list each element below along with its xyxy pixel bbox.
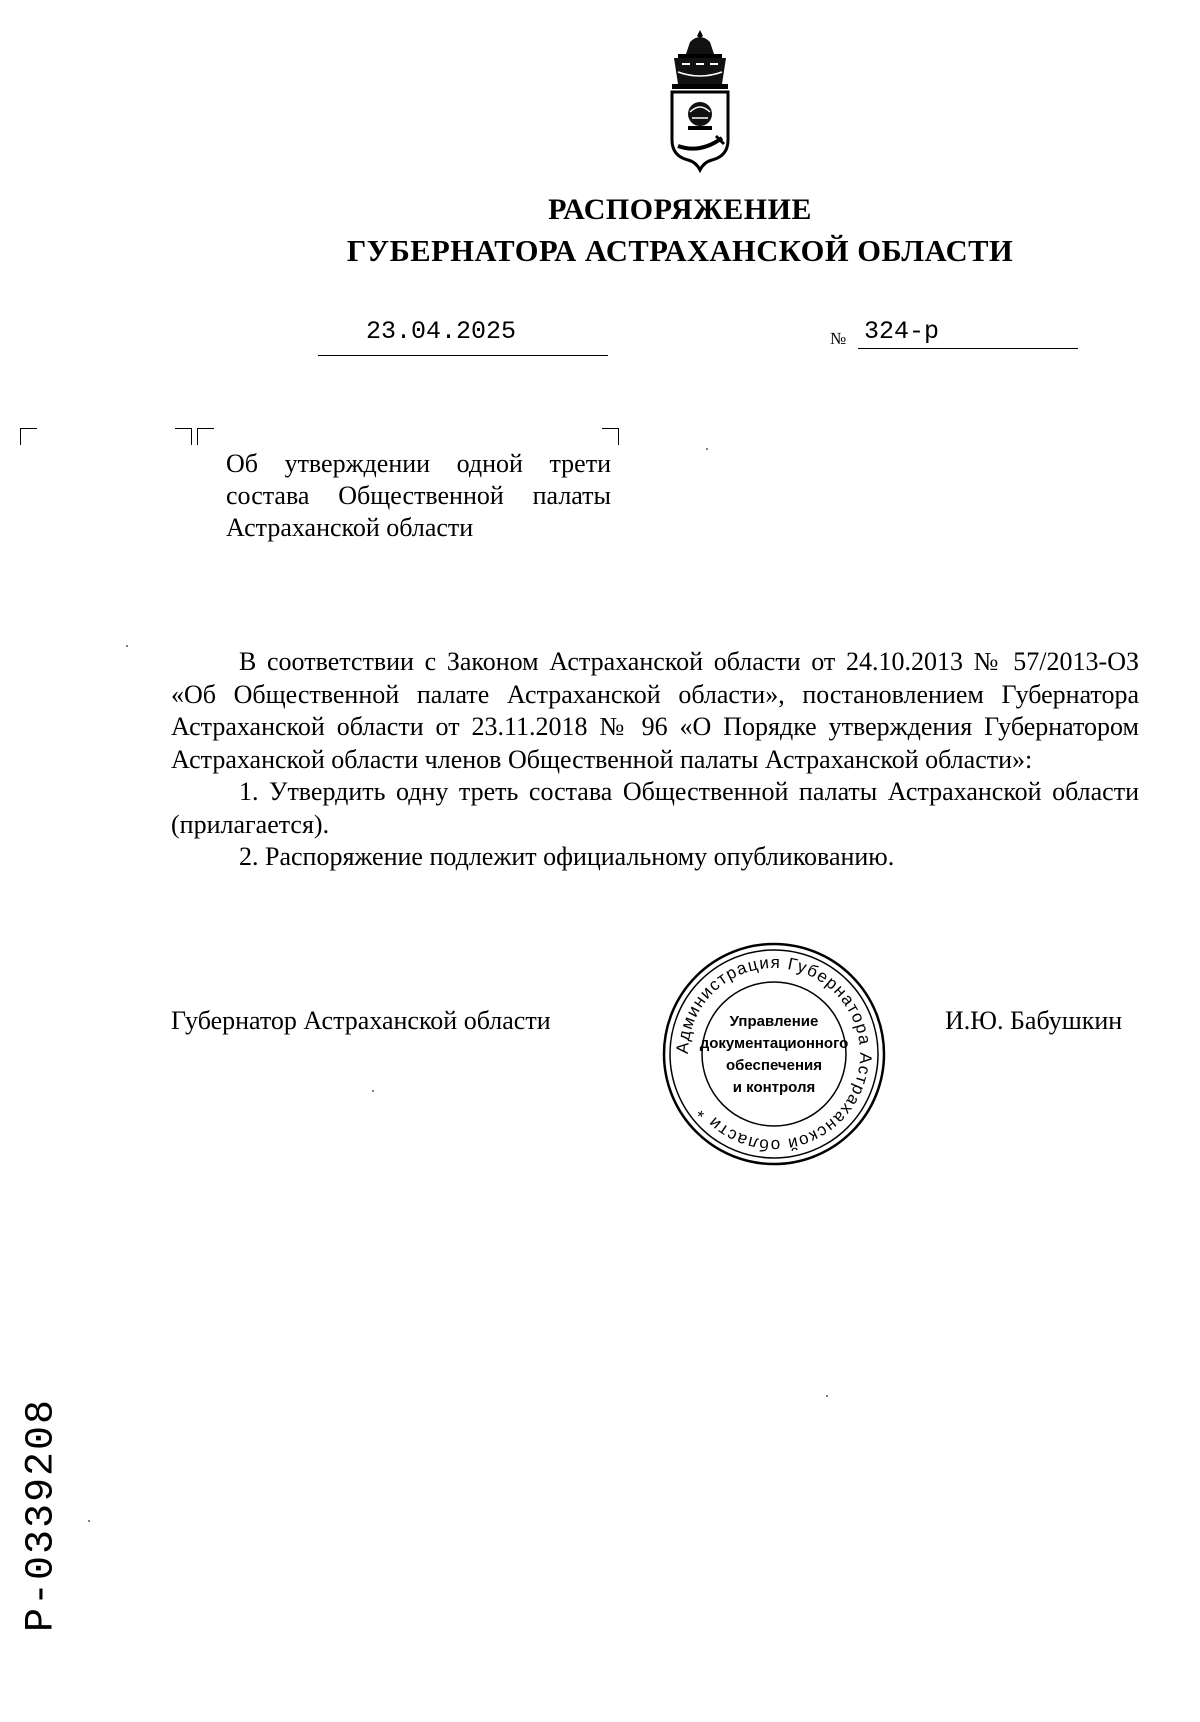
speck xyxy=(372,1090,374,1092)
document-body xyxy=(171,646,1139,874)
serial-number-text: Р-0339208 xyxy=(19,1397,65,1633)
stamp-line-3: обеспечения xyxy=(725,1057,823,1074)
body-preamble: В соответствии с Законом Астраханской области от 24.10.2013 № 57/2013-ОЗ «Об Общественной палате Астраханской области», постановлением Губернатора Астраханской области от 23.11.2018 № 96 «О Порядке утверждения Губернатором Астраханской области членов Общественной палаты Астраханской области»: xyxy=(171,647,1139,774)
issuer-title: ГУБЕРНАТОРА АСТРАХАНСКОЙ ОБЛАСТИ xyxy=(346,234,1014,268)
speck xyxy=(88,1520,90,1522)
body-item-1: 1. Утвердить одну треть состава Общественной палаты Астраханской области (прилагается). xyxy=(171,777,1139,839)
document-date: 23.04.2025 xyxy=(366,317,517,346)
speck xyxy=(706,448,708,450)
speck xyxy=(126,645,128,647)
document-type-title: РАСПОРЯЖЕНИЕ xyxy=(548,193,812,226)
corner-mark-subject-left-b xyxy=(197,428,214,445)
coat-of-arms-icon xyxy=(660,28,740,176)
corner-mark-subject-left-a xyxy=(175,428,192,445)
stamp-line-4: и контроля xyxy=(732,1079,816,1096)
corner-mark-top-left xyxy=(20,428,37,445)
speck xyxy=(826,1395,828,1397)
stamp-line-2: документационного xyxy=(699,1035,849,1052)
signatory-position: Губернатор Астраханской области xyxy=(171,1006,551,1035)
stamp-line-1: Управление xyxy=(729,1013,819,1030)
document-subject: Об утверждении одной трети состава Общественной палаты Астраханской области xyxy=(226,449,611,542)
official-stamp xyxy=(660,940,888,1168)
stamp-ring-text: Администрация Губернатора Астраханской области * xyxy=(672,952,876,1156)
document-number: 324-р xyxy=(864,317,940,346)
number-sign: № xyxy=(830,329,847,348)
body-item-2: 2. Распоряжение подлежит официальному опубликованию. xyxy=(239,842,895,871)
number-underline xyxy=(858,348,1078,349)
signatory-name: И.Ю. Бабушкин xyxy=(945,1006,1123,1035)
corner-mark-subject-right xyxy=(602,428,619,445)
serial-number xyxy=(19,1397,65,1633)
